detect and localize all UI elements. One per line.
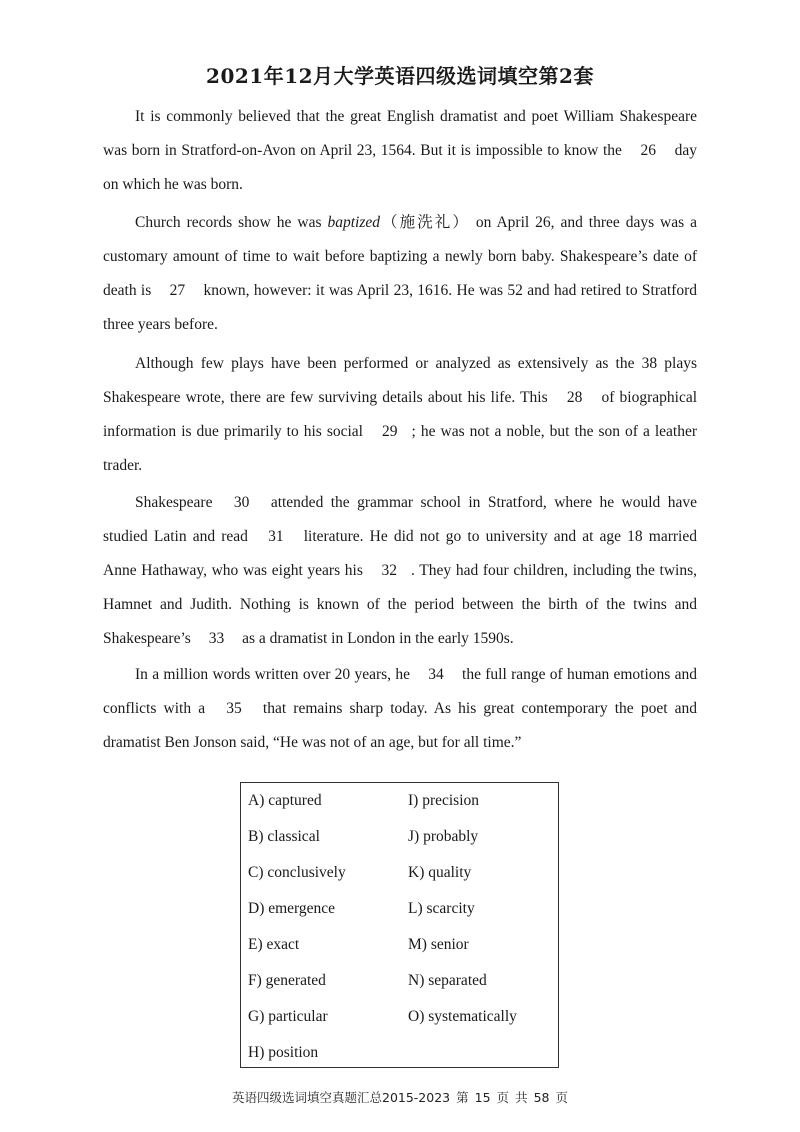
page-number: 15 [474, 1090, 491, 1105]
page-footer [0, 1088, 800, 1106]
blank-29: 29 [382, 423, 398, 440]
text: known, however: it was April 23, 1616. He was 52 and had retired to Stratford three years before. [103, 282, 698, 333]
text: of biographical information is due primarily to his social [103, 389, 698, 440]
blank-28: 28 [566, 389, 583, 406]
text: the full range of human emotions and conflicts with a [103, 666, 697, 717]
blank-33: 33 [208, 630, 225, 647]
italic-term: baptized [327, 214, 380, 231]
option-h: H) position [248, 1044, 319, 1061]
option-e: E) exact [248, 936, 300, 953]
paragraph-1 [103, 100, 697, 202]
word-bank-box [240, 782, 559, 1068]
blank-32: 32 [381, 562, 398, 579]
blank-30: 30 [233, 494, 250, 511]
option-l: L) scarcity [408, 900, 475, 917]
option-f: F) generated [248, 972, 326, 989]
total-pages: 58 [533, 1090, 550, 1105]
paragraph-5 [103, 658, 697, 760]
option-j: J) probably [408, 828, 479, 845]
text: ; he was not a noble, but the son of a leather trader. [103, 423, 698, 474]
text: as a dramatist in London in the early 1590s. [242, 630, 514, 647]
text: In a million words written over 20 years, he [135, 666, 410, 683]
text: Church records show he was [135, 214, 322, 231]
blank-31: 31 [268, 528, 284, 545]
blank-27: 27 [169, 282, 186, 299]
paragraph-2 [103, 206, 697, 342]
option-a: A) captured [248, 792, 322, 809]
page-title: 2021年12月大学英语四级选词填空第2套 [206, 64, 594, 88]
option-i: I) precision [408, 792, 480, 809]
option-d: D) emergence [248, 900, 336, 917]
blank-35: 35 [226, 700, 242, 717]
text: on April 26, and three days was a customary amount of time to wait before baptizing a newly born baby. Shakespeare’s date of death is [103, 214, 697, 299]
option-b: B) classical [248, 828, 320, 845]
paragraph-3 [103, 347, 697, 483]
paragraph-4 [103, 486, 697, 656]
text: Shakespeare [135, 494, 213, 511]
option-c: C) conclusively [248, 864, 346, 881]
blank-26: 26 [640, 142, 656, 159]
footer-label: 共 [515, 1090, 528, 1105]
footer-label: 页 [555, 1090, 568, 1105]
footer-label: 页 [496, 1090, 510, 1105]
option-n: N) separated [408, 972, 487, 989]
footer-label: 第 [456, 1090, 469, 1105]
text: literature. He did not go to university and at age 18 married Anne Hathaway, who was eight years his [103, 528, 697, 579]
text: . They had four children, including the twins, Hamnet and Judith. Nothing is known of the period between the birth of the twins and Shakespeare’s [103, 562, 697, 647]
text: day on which he was born. [103, 142, 697, 193]
option-g: G) particular [248, 1008, 328, 1025]
text: attended the grammar school in Stratford, where he would have studied Latin and read [103, 494, 697, 545]
option-o: O) systematically [408, 1008, 517, 1025]
chinese-gloss: （施洗礼） [379, 214, 470, 231]
option-k: K) quality [408, 864, 472, 881]
blank-34: 34 [428, 666, 444, 683]
footer-source: 英语四级选词填空真题汇总2015-2023 [231, 1090, 451, 1105]
text: It is commonly believed that the great English dramatist and poet William Shakespeare was born in Stratford-on-Avon on April 23, 1564. But it is impossible to know the [103, 108, 697, 159]
text: Although few plays have been performed or analyzed as extensively as the 38 plays Shakespeare wrote, there are few surviving details about his life. This [103, 355, 697, 406]
text: that remains sharp today. As his great contemporary the poet and dramatist Ben Jonson said, “He was not of an age, but for all time.” [103, 700, 698, 751]
option-m: M) senior [408, 936, 469, 953]
